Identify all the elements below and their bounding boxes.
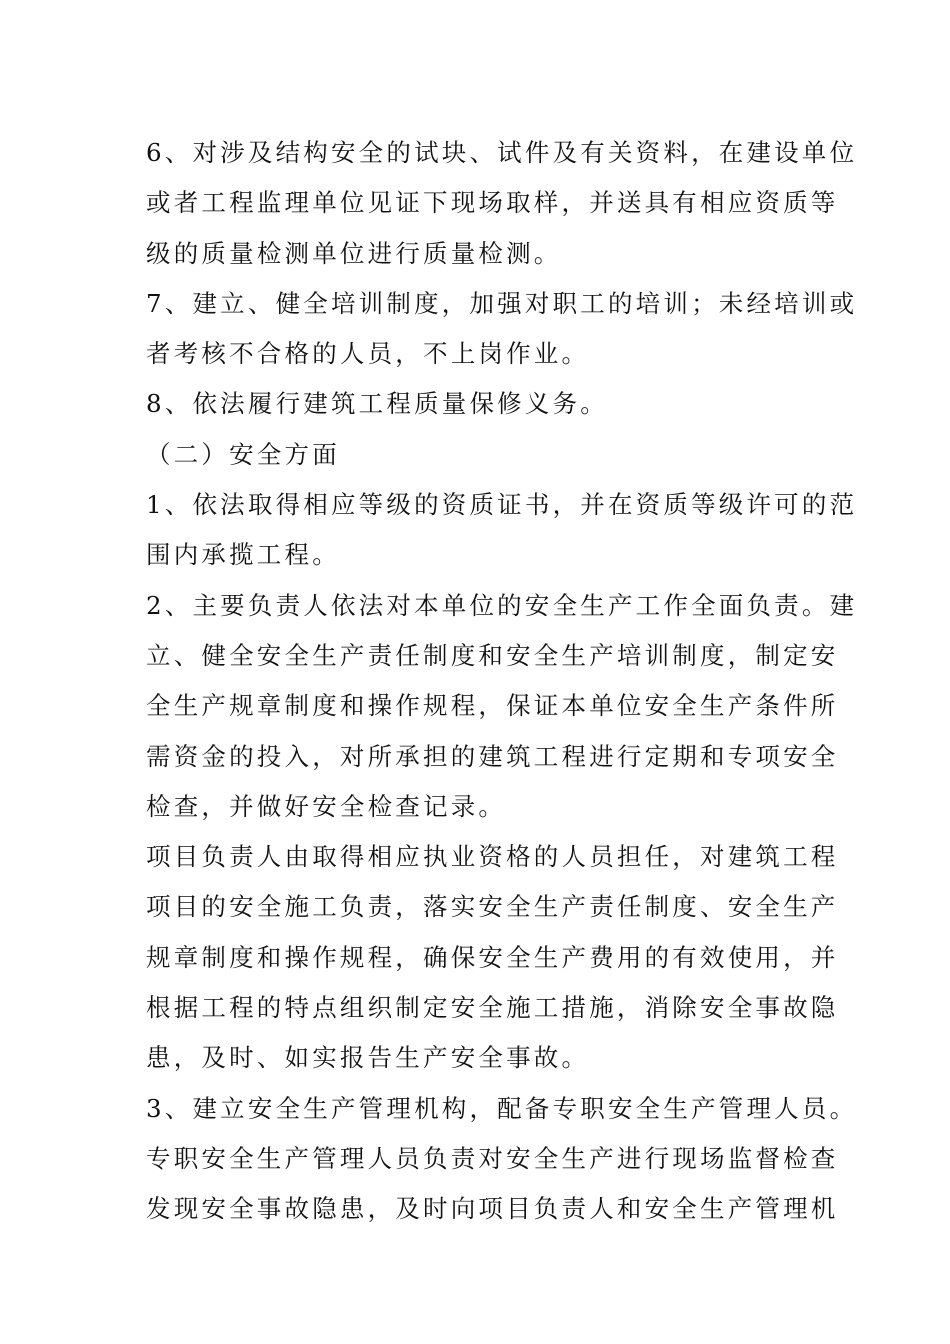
text-line: 7、建立、健全培训制度，加强对职工的培训；未经培训或: [146, 288, 858, 318]
text-line: 1、依法取得相应等级的资质证书，并在资质等级许可的范: [146, 490, 858, 520]
text-line: 围内承揽工程。: [146, 540, 340, 570]
text-line: 者考核不合格的人员，不上岗作业。: [146, 339, 590, 369]
body-text: [146, 128, 858, 1235]
text-line: 6、对涉及结构安全的试块、试件及有关资料，在建设单位: [146, 138, 858, 167]
text-line: 专职安全生产管理人员负责对安全生产进行现场监督检查: [146, 1143, 839, 1173]
text-line: 级的质量检测单位进行质量检测。: [146, 238, 562, 268]
text-line: 3、建立安全生产管理机构，配备专职安全生产管理人员。: [146, 1093, 858, 1123]
text-line: 全生产规章制度和操作规程，保证本单位安全生产条件所: [146, 691, 839, 721]
section-heading: （二）安全方面: [146, 439, 340, 469]
text-line: 检查，并做好安全检查记录。: [146, 791, 507, 821]
text-line: 8、依法履行建筑工程质量保修义务。: [146, 389, 608, 419]
text-line: 项目的安全施工负责，落实安全生产责任制度、安全生产: [146, 892, 839, 922]
text-line: 需资金的投入，对所承担的建筑工程进行定期和专项安全: [146, 741, 839, 771]
text-line: 规章制度和操作规程，确保安全生产费用的有效使用，并: [146, 942, 839, 972]
text-line: 发现安全事故隐患，及时向项目负责人和安全生产管理机: [146, 1194, 839, 1224]
text-line: 项目负责人由取得相应执业资格的人员担任，对建筑工程: [146, 842, 839, 872]
text-line: 或者工程监理单位见证下现场取样，并送具有相应资质等: [146, 188, 839, 218]
text-line: 患，及时、如实报告生产安全事故。: [146, 1043, 590, 1073]
text-line: 根据工程的特点组织制定安全施工措施，消除安全事故隐: [146, 993, 839, 1023]
text-line: 2、主要负责人依法对本单位的安全生产工作全面负责。建: [146, 590, 858, 620]
text-line: 立、健全安全生产责任制度和安全生产培训制度，制定安: [146, 640, 839, 670]
